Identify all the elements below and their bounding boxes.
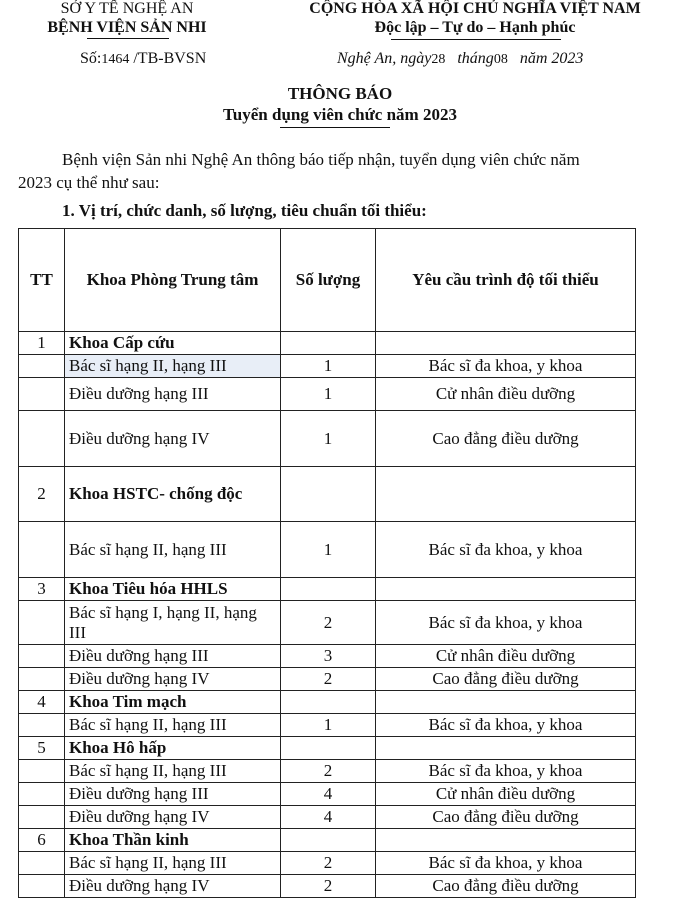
row-requirement xyxy=(376,578,636,601)
row-number: 2 xyxy=(19,467,65,522)
table-row xyxy=(19,522,636,578)
table-header-row xyxy=(19,229,636,332)
row-requirement: Cao đẳng điều dưỡng xyxy=(376,806,636,829)
row-number xyxy=(19,355,65,378)
row-department: Khoa Tim mạch xyxy=(65,691,281,714)
national-motto: Độc lập – Tự do – Hạnh phúc xyxy=(374,19,576,36)
date-prefix: Nghệ An, ngày xyxy=(337,50,432,67)
row-number xyxy=(19,783,65,806)
row-number: 3 xyxy=(19,578,65,601)
motto-underline xyxy=(391,39,561,40)
table-row xyxy=(19,829,636,852)
row-requirement xyxy=(376,332,636,355)
row-requirement: Cao đẳng điều dưỡng xyxy=(376,875,636,898)
table-row xyxy=(19,691,636,714)
row-requirement xyxy=(376,829,636,852)
doc-no-prefix: Số: xyxy=(80,50,102,67)
row-department: Khoa Thần kinh xyxy=(65,829,281,852)
table-row xyxy=(19,578,636,601)
row-department: Bác sĩ hạng II, hạng III xyxy=(65,852,281,875)
date-year: năm 2023 xyxy=(519,50,584,67)
col-header-department: Khoa Phòng Trung tâm xyxy=(65,229,281,332)
row-requirement: Cử nhân điều dưỡng xyxy=(376,783,636,806)
row-department: Điều dưỡng hạng IV xyxy=(65,875,281,898)
row-quantity: 2 xyxy=(281,875,376,898)
row-quantity: 1 xyxy=(281,355,376,378)
table-row xyxy=(19,411,636,467)
row-department: Bác sĩ hạng II, hạng III xyxy=(65,760,281,783)
col-header-quantity: Số lượng xyxy=(281,229,376,332)
row-number xyxy=(19,668,65,691)
row-quantity xyxy=(281,691,376,714)
row-department: Điều dưỡng hạng IV xyxy=(65,411,281,467)
row-quantity xyxy=(281,737,376,760)
doc-no-value: 1464 xyxy=(101,52,130,67)
row-department: Bác sĩ hạng II, hạng III xyxy=(65,522,281,578)
table-row xyxy=(19,852,636,875)
col-header-tt: TT xyxy=(19,229,65,332)
title-underline xyxy=(280,127,390,128)
date-day: 28 xyxy=(431,52,446,67)
row-quantity: 4 xyxy=(281,783,376,806)
row-number: 6 xyxy=(19,829,65,852)
row-department: Điều dưỡng hạng III xyxy=(65,645,281,668)
agency-name: SỞ Y TẾ NGHỆ AN xyxy=(60,0,194,17)
row-requirement: Bác sĩ đa khoa, y khoa xyxy=(376,355,636,378)
row-number xyxy=(19,806,65,829)
row-requirement xyxy=(376,737,636,760)
table-body xyxy=(19,332,636,898)
row-requirement: Bác sĩ đa khoa, y khoa xyxy=(376,601,636,645)
table-row xyxy=(19,806,636,829)
row-requirement: Bác sĩ đa khoa, y khoa xyxy=(376,852,636,875)
document-date xyxy=(337,50,583,68)
hospital-underline xyxy=(87,38,169,39)
row-department: Điều dưỡng hạng IV xyxy=(65,806,281,829)
table-row xyxy=(19,760,636,783)
row-quantity: 2 xyxy=(281,760,376,783)
table-row xyxy=(19,714,636,737)
row-quantity: 1 xyxy=(281,411,376,467)
row-number xyxy=(19,645,65,668)
row-department: Khoa Tiêu hóa HHLS xyxy=(65,578,281,601)
table-row xyxy=(19,601,636,645)
row-requirement: Cao đẳng điều dưỡng xyxy=(376,668,636,691)
table-row xyxy=(19,668,636,691)
table-row xyxy=(19,875,636,898)
row-department: Khoa Cấp cứu xyxy=(65,332,281,355)
table-row xyxy=(19,783,636,806)
row-quantity: 1 xyxy=(281,714,376,737)
row-requirement xyxy=(376,467,636,522)
row-quantity xyxy=(281,829,376,852)
intro-line-2: 2023 cụ thể như sau: xyxy=(18,173,160,192)
row-department: Điều dưỡng hạng III xyxy=(65,378,281,411)
row-requirement: Cao đẳng điều dưỡng xyxy=(376,411,636,467)
table-row xyxy=(19,645,636,668)
row-department: Điều dưỡng hạng IV xyxy=(65,668,281,691)
row-number xyxy=(19,378,65,411)
doc-no-suffix: /TB-BVSN xyxy=(129,50,207,67)
row-number xyxy=(19,601,65,645)
date-month: 08 xyxy=(493,52,508,67)
row-number xyxy=(19,875,65,898)
row-quantity: 2 xyxy=(281,668,376,691)
row-number xyxy=(19,522,65,578)
row-quantity: 3 xyxy=(281,645,376,668)
row-number: 5 xyxy=(19,737,65,760)
notice-subtitle: Tuyển dụng viên chức năm 2023 xyxy=(223,105,457,124)
table-row xyxy=(19,378,636,411)
row-requirement: Bác sĩ đa khoa, y khoa xyxy=(376,714,636,737)
document-number xyxy=(80,50,206,68)
section-heading: 1. Vị trí, chức danh, số lượng, tiêu chuẩn tối thiểu: xyxy=(62,201,427,220)
col-header-requirement: Yêu cầu trình độ tối thiểu xyxy=(376,229,636,332)
row-department: Bác sĩ hạng II, hạng III xyxy=(65,355,281,378)
row-quantity: 2 xyxy=(281,852,376,875)
row-quantity xyxy=(281,332,376,355)
row-quantity: 1 xyxy=(281,522,376,578)
row-requirement: Bác sĩ đa khoa, y khoa xyxy=(376,760,636,783)
row-quantity: 1 xyxy=(281,378,376,411)
row-quantity xyxy=(281,578,376,601)
intro-line-1: Bệnh viện Sản nhi Nghệ An thông báo tiếp nhận, tuyển dụng viên chức năm xyxy=(62,150,580,169)
notice-title: THÔNG BÁO xyxy=(287,84,393,103)
row-number: 1 xyxy=(19,332,65,355)
row-department: Bác sĩ hạng II, hạng III xyxy=(65,714,281,737)
row-requirement: Cử nhân điều dưỡng xyxy=(376,645,636,668)
table-row xyxy=(19,467,636,522)
row-department: Khoa Hô hấp xyxy=(65,737,281,760)
row-quantity: 4 xyxy=(281,806,376,829)
recruitment-table xyxy=(18,228,636,898)
row-requirement: Bác sĩ đa khoa, y khoa xyxy=(376,522,636,578)
date-month-label: tháng xyxy=(457,50,494,67)
table-row xyxy=(19,737,636,760)
row-requirement: Cử nhân điều dưỡng xyxy=(376,378,636,411)
row-number xyxy=(19,852,65,875)
hospital-name: BỆNH VIỆN SẢN NHI xyxy=(47,19,207,36)
table-row xyxy=(19,332,636,355)
row-number: 4 xyxy=(19,691,65,714)
table-row xyxy=(19,355,636,378)
row-number xyxy=(19,714,65,737)
national-title: CỘNG HÒA XÃ HỘI CHỦ NGHĨA VIỆT NAM xyxy=(309,0,641,17)
row-department: Điều dưỡng hạng III xyxy=(65,783,281,806)
row-quantity xyxy=(281,467,376,522)
row-department: Bác sĩ hạng I, hạng II, hạng III xyxy=(65,601,281,645)
row-department: Khoa HSTC- chống độc xyxy=(65,467,281,522)
row-number xyxy=(19,411,65,467)
row-number xyxy=(19,760,65,783)
row-quantity: 2 xyxy=(281,601,376,645)
row-requirement xyxy=(376,691,636,714)
